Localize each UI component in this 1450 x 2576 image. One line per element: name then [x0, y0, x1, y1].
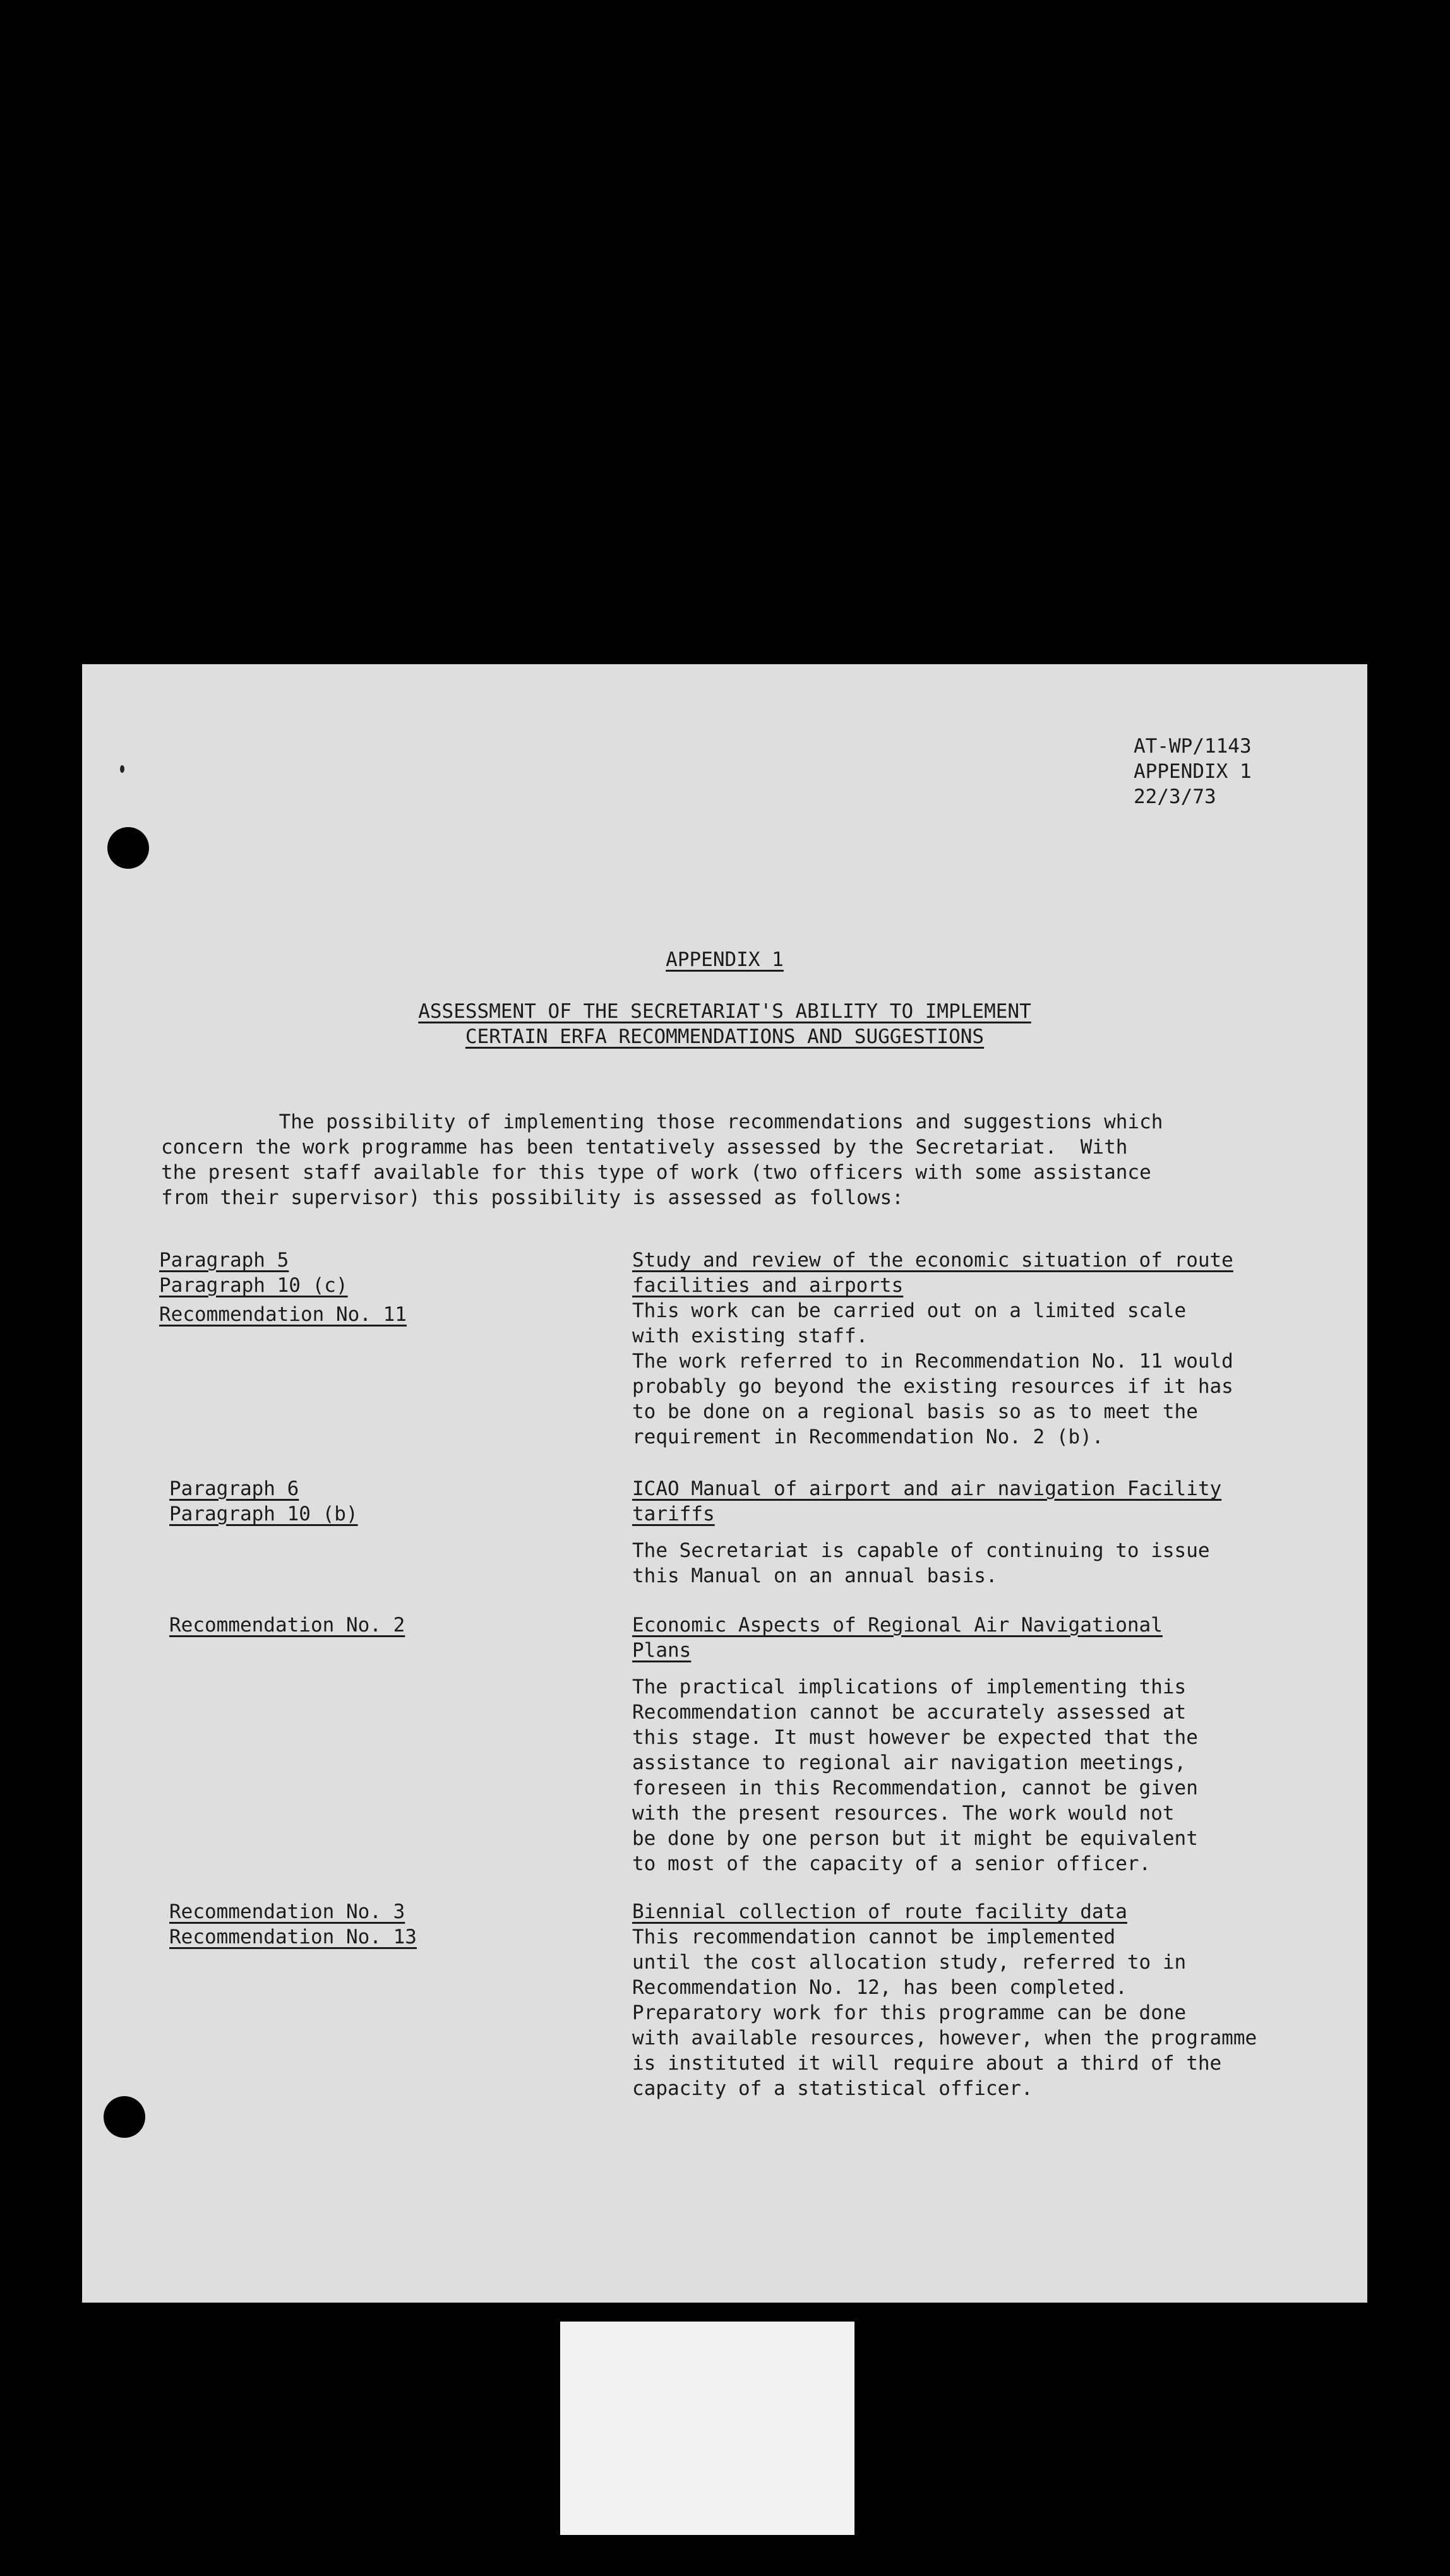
- reference-label: Recommendation No. 2: [169, 1614, 405, 1637]
- punch-hole: [107, 827, 149, 869]
- item-references: [169, 1613, 405, 1638]
- body-line: The Secretariat is capable of continuing to issue: [632, 1539, 1210, 1562]
- body-line: to be done on a regional basis so as to meet the: [632, 1400, 1198, 1423]
- document-title: [82, 999, 1367, 1049]
- intro-line: The possibility of implementing those recommendations and suggestions which: [161, 1111, 1163, 1133]
- ink-speck: [120, 765, 124, 773]
- body-line: This work can be carried out on a limited scale: [632, 1299, 1187, 1322]
- body-line: with the present resources. The work would not: [632, 1802, 1175, 1825]
- body-line: capacity of a statistical officer.: [632, 2077, 1033, 2100]
- reference-number: AT-WP/1143: [1134, 735, 1252, 758]
- item-assessment: [632, 1248, 1333, 1450]
- body-line: The work referred to in Recommendation No. 11 would: [632, 1350, 1233, 1373]
- body-line: this Manual on an annual basis.: [632, 1565, 998, 1587]
- punch-hole: [104, 2096, 145, 2138]
- reference-label: Recommendation No. 13: [169, 1926, 417, 1948]
- item-heading: Plans: [632, 1639, 692, 1662]
- body-line: with available resources, however, when the programme: [632, 2027, 1257, 2049]
- document-reference: [1134, 734, 1252, 809]
- intro-line: from their supervisor) this possibility is assessed as follows:: [161, 1186, 904, 1209]
- body-line: this stage. It must however be expected that the: [632, 1726, 1198, 1749]
- body-line: Preparatory work for this programme can be done: [632, 2001, 1187, 2024]
- body-line: to most of the capacity of a senior officer.: [632, 1852, 1151, 1875]
- reference-label: Paragraph 6: [169, 1477, 299, 1500]
- title-line: ASSESSMENT OF THE SECRETARIAT'S ABILITY TO IMPLEMENT: [418, 1000, 1031, 1023]
- item-assessment: [632, 1899, 1333, 2101]
- body-line: probably go beyond the existing resources if it has: [632, 1375, 1233, 1398]
- body-line: foreseen in this Recommendation, cannot be given: [632, 1777, 1198, 1799]
- intro-line: the present staff available for this type of work (two officers with some assistance: [161, 1161, 1151, 1184]
- item-heading: Study and review of the economic situation of route: [632, 1249, 1233, 1272]
- document-date: 22/3/73: [1134, 785, 1216, 808]
- item-heading: Biennial collection of route facility data: [632, 1900, 1127, 1923]
- intro-paragraph: [161, 1109, 1336, 1210]
- item-heading: facilities and airports: [632, 1274, 904, 1297]
- item-heading: ICAO Manual of airport and air navigation Facility: [632, 1477, 1222, 1500]
- appendix-label: APPENDIX 1: [1134, 760, 1252, 783]
- body-line: requirement in Recommendation No. 2 (b).: [632, 1426, 1104, 1448]
- item-assessment: [632, 1613, 1333, 1876]
- item-references: [169, 1476, 358, 1527]
- body-line: with existing staff.: [632, 1325, 868, 1347]
- blank-paper-slip: [560, 2322, 854, 2535]
- item-references: [169, 1899, 417, 1950]
- document-page: [82, 664, 1367, 2303]
- appendix-heading: APPENDIX 1: [666, 948, 784, 971]
- body-line: is instituted it will require about a third of the: [632, 2052, 1222, 2075]
- body-line: assistance to regional air navigation meetings,: [632, 1751, 1187, 1774]
- item-assessment: [632, 1476, 1333, 1589]
- reference-label: Recommendation No. 11: [159, 1303, 407, 1326]
- item-heading: tariffs: [632, 1503, 715, 1525]
- body-line: Recommendation No. 12, has been completed.: [632, 1976, 1127, 1999]
- title-line: CERTAIN ERFA RECOMMENDATIONS AND SUGGESTIONS: [465, 1025, 985, 1048]
- body-line: be done by one person but it might be equivalent: [632, 1827, 1198, 1850]
- body-line: until the cost allocation study, referred to in: [632, 1951, 1187, 1974]
- reference-label: Paragraph 10 (b): [169, 1503, 358, 1525]
- intro-line: concern the work programme has been tentatively assessed by the Secretariat. With: [161, 1136, 1128, 1159]
- reference-label: Recommendation No. 3: [169, 1900, 405, 1923]
- body-line: The practical implications of implementing this: [632, 1676, 1187, 1698]
- body-line: This recommendation cannot be implemented: [632, 1926, 1116, 1948]
- reference-label: Paragraph 10 (c): [159, 1274, 348, 1297]
- item-heading: Economic Aspects of Regional Air Navigational: [632, 1614, 1163, 1637]
- reference-label: Paragraph 5: [159, 1249, 289, 1272]
- body-line: Recommendation cannot be accurately assessed at: [632, 1701, 1187, 1724]
- item-references: [159, 1248, 407, 1327]
